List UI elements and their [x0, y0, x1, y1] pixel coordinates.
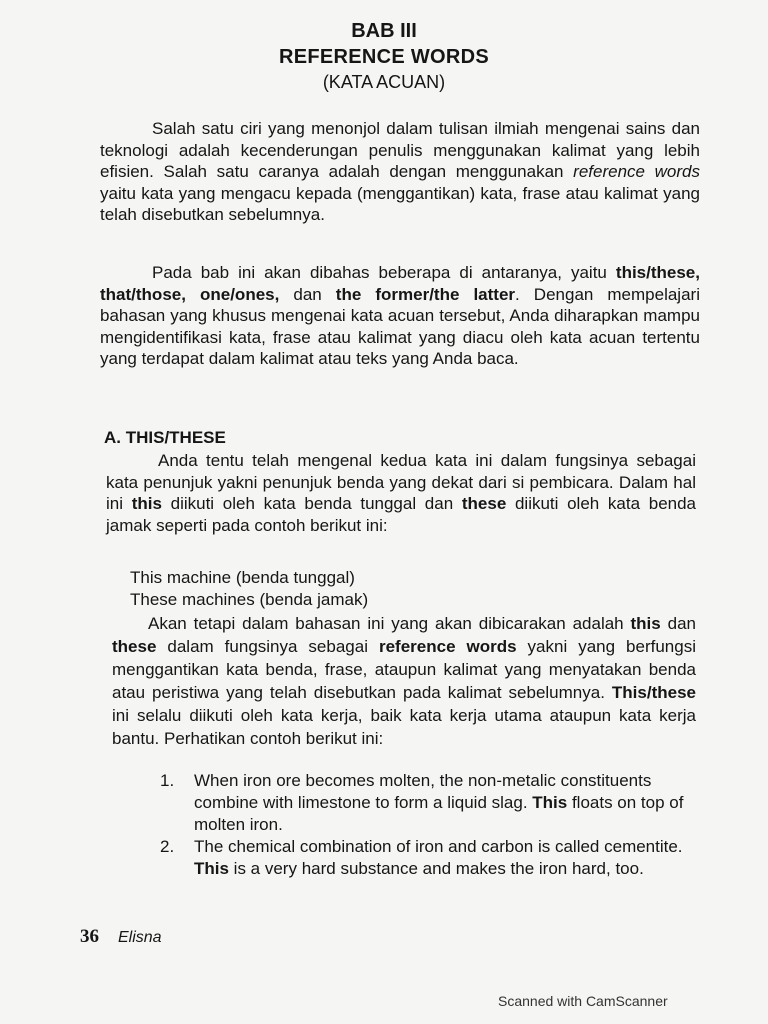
page-number: 36 — [80, 926, 99, 947]
text-run: When iron ore becomes molten, the non-metalic constituents combine with limestone to form a liquid slag. — [194, 771, 652, 812]
bold-term: these — [112, 637, 157, 656]
bold-term: these — [461, 494, 507, 513]
bold-term: this — [131, 494, 162, 513]
bold-term: the former/the latter — [335, 284, 516, 304]
text-run: floats on top of molten iron. — [194, 793, 684, 834]
text-run: yaitu kata yang mengacu kepada (menggantikan) kata, frase atau kalimat yang telah disebutkan sebelumnya. — [100, 183, 700, 224]
text-run: diikuti oleh kata benda tunggal dan — [161, 494, 462, 513]
italic-term: reference words — [573, 162, 701, 181]
text-run: The chemical combination of iron and carbon is called cementite. — [194, 837, 683, 856]
chapter-subtitle: (KATA ACUAN) — [322, 72, 446, 92]
bold-term: This/these — [611, 683, 696, 702]
text-run: dan — [279, 284, 336, 304]
list-number: 2. — [160, 837, 175, 856]
section-paragraph-1 — [106, 450, 696, 536]
text-run: Pada bab ini akan dibahas beberapa di antaranya, yaitu — [152, 263, 616, 282]
text-run: dan — [660, 614, 696, 633]
text-run: . Dengan mempelajari bahasan yang khusus mengenai kata acuan tersebut, Anda diharapkan mampu mengidentifikasi kata, frase atau kalimat yang diacu oleh kata acuan tertentu yang terdapat dalam kalimat atau teks yang Anda baca. — [100, 284, 700, 368]
intro-paragraph-2 — [100, 262, 700, 370]
text-run: Akan tetapi dalam bahasan ini yang akan dibicarakan adalah — [148, 614, 631, 633]
chapter-title: REFERENCE WORDS — [278, 46, 490, 68]
chapter-number: BAB III — [351, 20, 417, 42]
example-item — [160, 836, 700, 880]
scanner-watermark: Scanned with CamScanner — [498, 993, 668, 1009]
text-run: diikuti oleh kata benda jamak seperti pada contoh berikut ini: — [106, 494, 697, 535]
bold-term: reference words — [378, 637, 517, 656]
text-run: ini selalu diikuti oleh kata kerja, baik kata kerja utama ataupun kata kerja bantu. Perhatikan contoh berikut ini: — [112, 706, 696, 748]
example-singular: This machine (benda tunggal) — [130, 568, 355, 587]
intro-paragraph-1 — [100, 118, 700, 226]
text-run: yakni yang berfungsi menggantikan kata benda, frase, ataupun kalimat yang menyatakan benda atau peristiwa yang telah disebutkan pada kalimat sebelumnya. — [112, 637, 696, 702]
section-paragraph-2 — [112, 612, 696, 750]
bold-term: This — [194, 859, 229, 878]
example-plural: These machines (benda jamak) — [130, 590, 369, 609]
author-name: Elisna — [118, 929, 162, 946]
bold-term: this/these, that/those, one/ones, — [100, 263, 700, 304]
text-run: Anda tentu telah mengenal kedua kata ini dalam fungsinya sebagai kata penunjuk yakni penunjuk benda yang dekat dari si pembicara. Dalam hal ini — [106, 451, 696, 513]
example-item — [160, 770, 700, 836]
text-run: dalam fungsinya sebagai — [156, 637, 379, 656]
list-number: 1. — [160, 771, 175, 790]
text-run: Salah satu ciri yang menonjol dalam tulisan ilmiah mengenai sains dan teknologi adalah kecenderungan penulis menggunakan kalimat yang lebih efisien. Salah satu caranya adalah dengan menggunakan — [100, 119, 700, 181]
section-heading: A. THIS/THESE — [104, 428, 226, 447]
text-run: is a very hard substance and makes the iron hard, too. — [228, 859, 644, 878]
bold-term: this — [630, 614, 661, 633]
bold-term: This — [532, 793, 568, 812]
